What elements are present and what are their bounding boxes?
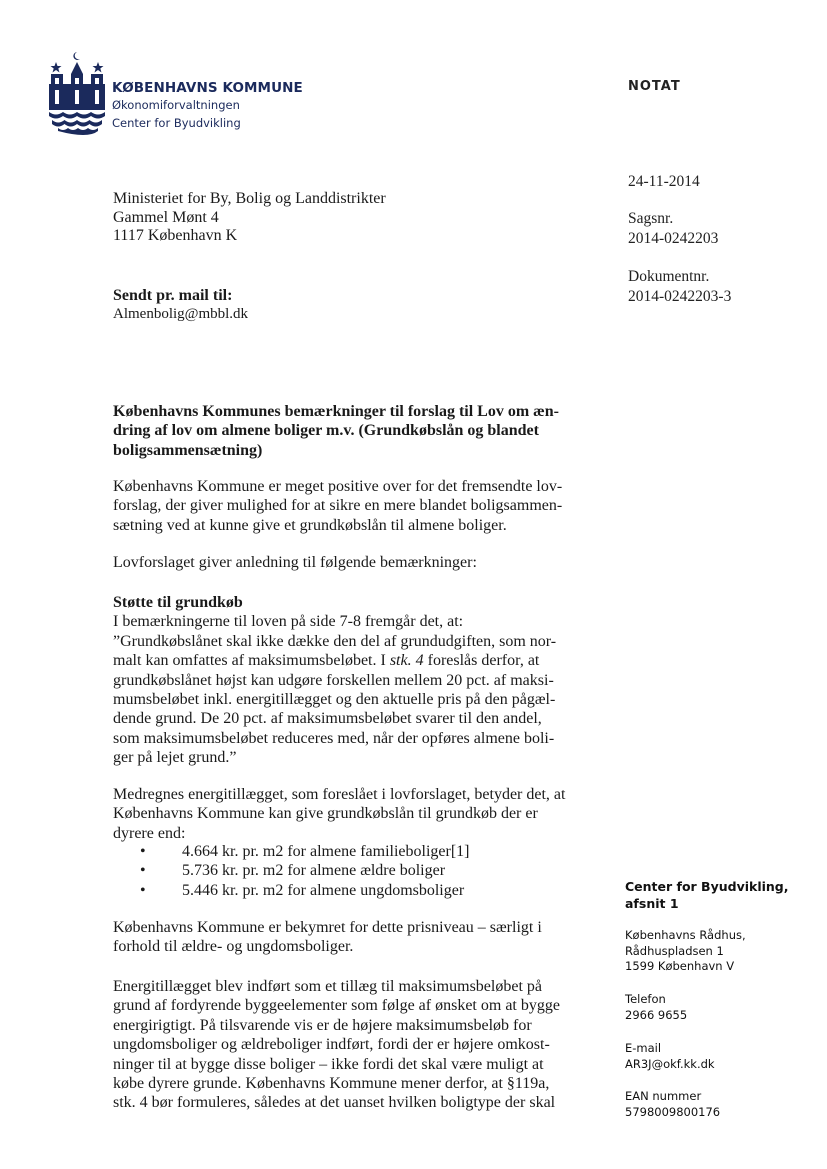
text-line: som maksimumsbeløbet reduceres med, når der opføres almene boli-	[113, 729, 555, 747]
paragraph-remarks-intro: Lovforslaget giver anledning til følgende bemærkninger:	[113, 554, 477, 571]
text-line: Københavns Kommune er meget positive over for det fremsendte lov-	[113, 478, 563, 495]
recipient-line-1: Ministeriet for By, Bolig og Landdistrikter	[113, 190, 386, 207]
bullet-icon: •	[140, 862, 146, 880]
bullet-icon: •	[140, 881, 146, 899]
list-item: • 5.446 kr. pr. m2 for almene ungdomsboliger	[140, 881, 465, 899]
sidebar-unit	[625, 878, 789, 912]
italic-reference: stk. 4	[389, 652, 424, 670]
paragraph-intro	[113, 477, 593, 535]
text-line: Københavns Kommune kan give grundkøbslån til grundkøb der er	[113, 805, 538, 823]
paragraph-energy-history	[113, 977, 593, 1113]
recipient-email: Almenbolig@mbbl.dk	[113, 306, 249, 322]
title-line: dring af lov om almene boliger m.v. (Grundkøbslån og blandet	[113, 422, 539, 440]
text-line: forslag, der giver mulighed for at sikre en mere blandet boligsammen-	[113, 497, 563, 515]
unit-name: Center for Byudvikling,	[625, 879, 789, 894]
text-line: dende grund. De 20 pct. af maksimumsbeløbet svarer til den andel,	[113, 710, 542, 728]
document-number-label: Dokumentnr.	[628, 268, 710, 285]
text-line: dyrere end:	[113, 824, 186, 842]
text-line: mumsbeløbet inkl. energitillægget og den aktuelle pris på den pågæl-	[113, 691, 556, 709]
castle-logo-icon	[46, 50, 108, 140]
sidebar-ean: EAN nummer 5798009800176	[625, 1089, 721, 1119]
text-line: ungdomsboliger og ældreboliger indført, fordi der er højere omkost-	[113, 1036, 550, 1054]
department-name: Økonomiforvaltningen	[112, 98, 240, 112]
document-number: 2014-0242203-3	[628, 288, 732, 305]
text-line: ger på lejet grund.”	[113, 749, 237, 767]
sent-by-mail-label: Sendt pr. mail til:	[113, 287, 233, 304]
paragraph-concern	[113, 918, 593, 957]
section-heading: Støtte til grundkøb	[113, 594, 243, 611]
list-item: • 5.736 kr. pr. m2 for almene ældre boliger	[140, 862, 446, 880]
text-line: forhold til ældre- og ungdomsboliger.	[113, 938, 354, 956]
case-number-label: Sagsnr.	[628, 210, 674, 227]
title-line: Københavns Kommunes bemærkninger til forslag til Lov om æn-	[113, 403, 559, 420]
text-line: energirigtigt. På tilsvarende vis er de højere maksimumsbeløb for	[113, 1016, 532, 1034]
list-item: • 4.664 kr. pr. m2 for almene familieboliger[1]	[140, 843, 470, 860]
unit-section: afsnit 1	[625, 896, 679, 911]
text-line: ninger til at bygge disse boliger – ikke fordi det skal være muligt at	[113, 1055, 544, 1073]
recipient-line-3: 1117 København K	[113, 227, 238, 244]
price-bullet-list	[140, 842, 580, 900]
recipient-line-2: Gammel Mønt 4	[113, 208, 219, 226]
sidebar-address: Københavns Rådhus, Rådhuspladsen 1 1599 København V	[625, 928, 746, 973]
text-line: Københavns Kommune er bekymret for dette prisniveau – særligt i	[113, 919, 542, 936]
bullet-icon: •	[140, 843, 146, 860]
document-type: NOTAT	[628, 79, 681, 94]
text-line: Medregnes energitillægget, som foreslået i lovforslaget, betyder det, at	[113, 786, 566, 803]
title-line: boligsammensætning)	[113, 441, 263, 459]
document-title	[113, 402, 593, 460]
text-line: grund af fordyrende byggeelementer som følge af ønsket om at bygge	[113, 997, 560, 1015]
recipient-address	[113, 190, 386, 246]
document-date: 24-11-2014	[628, 173, 700, 190]
text-line: Energitillægget blev indført som et tillæg til maksimumsbeløbet på	[113, 978, 542, 995]
text-line: I bemærkningerne til loven på side 7-8 fremgår det, at:	[113, 613, 464, 631]
text-line: grundkøbslånet højst kan udgøre forskellen mellem 20 pct. af maksi-	[113, 671, 554, 689]
section-grundkob	[113, 593, 593, 768]
paragraph-energy-supplement	[113, 785, 593, 843]
case-number: 2014-0242203	[628, 230, 719, 247]
text-line: stk. 4 bør formuleres, således at det uanset hvilken boligtype der skal	[113, 1094, 556, 1112]
sidebar-email: E-mail AR3J@okf.kk.dk	[625, 1041, 715, 1071]
sidebar-phone: Telefon 2966 9655	[625, 992, 688, 1022]
organization-name: KØBENHAVNS KOMMUNE	[112, 80, 303, 96]
text-line: købe dyrere grunde. Københavns Kommune mener derfor, at §119a,	[113, 1075, 550, 1093]
copenhagen-coat-of-arms-logo	[46, 50, 108, 140]
text-line: ”Grundkøbslånet skal ikke dække den del af grundudgiften, som nor-	[113, 632, 557, 650]
center-name: Center for Byudvikling	[112, 116, 241, 130]
text-line: sætning ved at kunne give et grundkøbslån til almene boliger.	[113, 516, 507, 534]
text-line: malt kan omfattes af maksimumsbeløbet. I stk. 4 foreslås derfor, at	[113, 652, 540, 670]
